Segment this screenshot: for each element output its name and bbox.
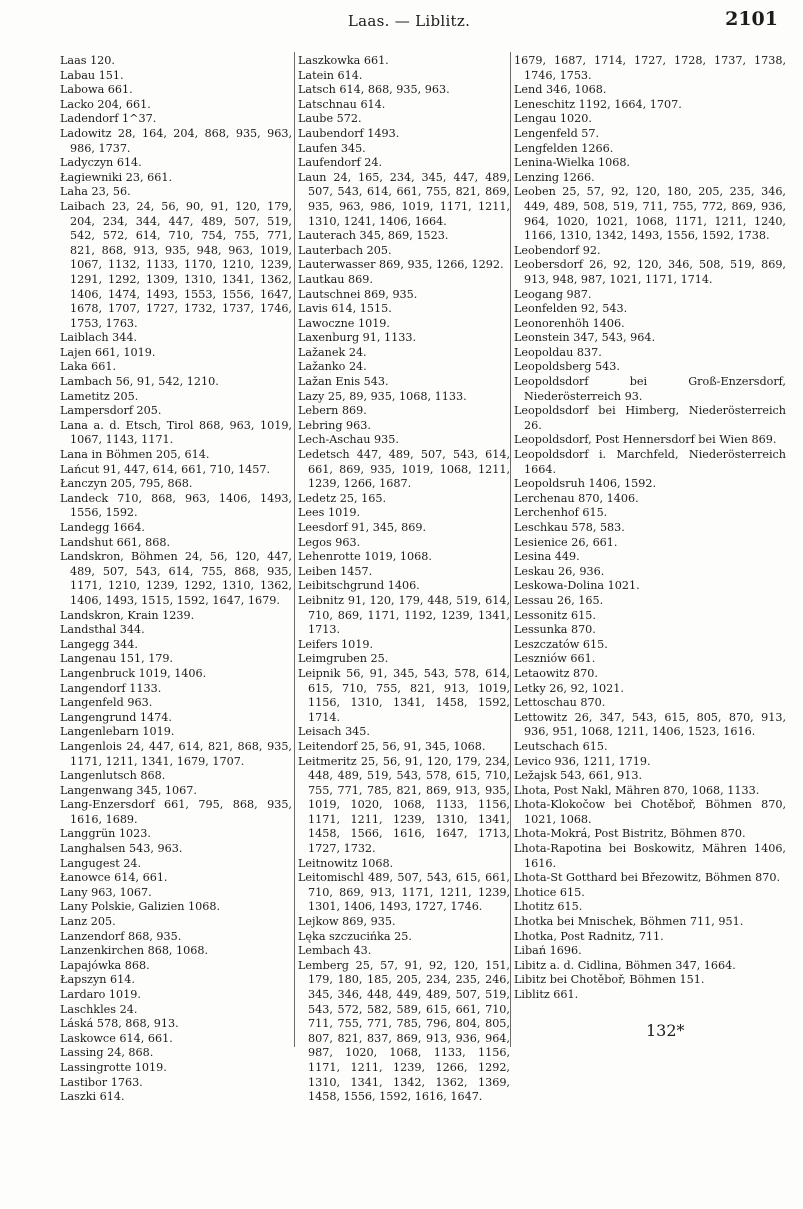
index-entry: Lhotitz 615. bbox=[514, 900, 583, 914]
index-entry: Letaowitz 870. bbox=[514, 666, 598, 680]
index-entry: Łagiewniki 23, 661. bbox=[60, 170, 173, 184]
index-entry: Lessunka 870. bbox=[514, 623, 596, 637]
index-entry: Lažan Enis 543. bbox=[298, 375, 389, 389]
index-entry: Łanczyn 205, 795, 868. bbox=[60, 477, 193, 491]
index-entry: Leutschach 615. bbox=[514, 739, 608, 753]
index-entry: Lassingrotte 1019. bbox=[60, 1060, 167, 1074]
index-entry: Laufendorf 24. bbox=[298, 156, 383, 170]
index-entry: Lauterach 345, 869, 1523. bbox=[298, 229, 449, 243]
index-entry: Laha 23, 56. bbox=[60, 185, 131, 199]
index-entry: Leitendorf 25, 56, 91, 345, 1068. bbox=[298, 739, 486, 753]
index-entry: Lassing 24, 868. bbox=[60, 1046, 154, 1060]
index-entry: Leiben 1457. bbox=[298, 564, 373, 578]
index-entry: Labau 151. bbox=[60, 68, 124, 82]
index-entry: Leibnitz 91, 120, 179, 448, 519, 614, 710, 869, 1171, 1192, 1239, 1341, 1713. bbox=[298, 593, 510, 637]
index-entry: Lavis 614, 1515. bbox=[298, 302, 392, 316]
index-entry: Ledetz 25, 165. bbox=[298, 491, 387, 505]
index-entry: Láská 578, 868, 913. bbox=[60, 1017, 179, 1031]
index-column-left bbox=[60, 54, 292, 1105]
index-entry: Landeck 710, 868, 963, 1406, 1493, 1556, 1592. bbox=[60, 491, 292, 520]
index-entry: Leonfelden 92, 543. bbox=[514, 302, 628, 316]
index-entry: Latschnau 614. bbox=[298, 97, 386, 111]
index-entry: Lhotice 615. bbox=[514, 885, 585, 899]
index-entry: Leskowa-Dolina 1021. bbox=[514, 579, 640, 593]
index-entry: Langegg 344. bbox=[60, 637, 138, 651]
index-entry: Lana in Böhmen 205, 614. bbox=[60, 448, 210, 462]
index-entry: Landskron, Krain 1239. bbox=[60, 608, 195, 622]
index-entry: Lhota-Rapotina bei Boskowitz, Mähren 1406, 1616. bbox=[514, 842, 786, 870]
index-entry: Laun 24, 165, 234, 345, 447, 489, 507, 543, 614, 661, 755, 821, 869, 935, 963, 986, 1019, 1171, 1211, 1310, 1241, 1406, 1664. bbox=[298, 170, 510, 228]
index-entry: Laubendorf 1493. bbox=[298, 126, 400, 140]
index-entry: Langenlebarn 1019. bbox=[60, 725, 175, 739]
index-entry: Lhotka, Post Radnitz, 711. bbox=[514, 929, 664, 943]
index-entry: Lebring 963. bbox=[298, 418, 371, 432]
index-entry: Lautkau 869. bbox=[298, 272, 373, 286]
index-entry: Lana a. d. Etsch, Tirol 868, 963, 1019, 1067, 1143, 1171. bbox=[60, 418, 292, 447]
index-entry: Ležajsk 543, 661, 913. bbox=[514, 769, 643, 783]
index-entry: Laube 572. bbox=[298, 112, 362, 126]
index-entry: Leopoldsdorf, Post Hennersdorf bei Wien 869. bbox=[514, 433, 777, 447]
index-entry: Langenfeld 963. bbox=[60, 696, 153, 710]
sheet-signature: 132* bbox=[646, 1021, 685, 1040]
index-entry: Lhota-Klokočow bei Chotěboř, Böhmen 870, 1021, 1068. bbox=[514, 798, 786, 826]
index-entry: Leobendorf 92. bbox=[514, 243, 601, 257]
index-entry: Langenwang 345, 1067. bbox=[60, 783, 197, 797]
index-entry: Leobersdorf 26, 92, 120, 346, 508, 519, 869, 913, 948, 987, 1021, 1171, 1714. bbox=[514, 258, 786, 286]
index-entry: Leitnowitz 1068. bbox=[298, 856, 394, 870]
index-entry: Landshut 661, 868. bbox=[60, 535, 171, 549]
index-entry: Leibitschgrund 1406. bbox=[298, 579, 420, 593]
index-entry: Lerchenau 870, 1406. bbox=[514, 491, 639, 505]
index-entry: Leszniów 661. bbox=[514, 652, 596, 666]
index-entry: Lessonitz 615. bbox=[514, 608, 596, 622]
index-entry: Lhota-Mokrá, Post Bistritz, Böhmen 870. bbox=[514, 827, 746, 841]
index-entry: Lany 963, 1067. bbox=[60, 885, 152, 899]
index-entry: Langenau 151, 179. bbox=[60, 652, 174, 666]
index-entry: Langendorf 1133. bbox=[60, 681, 162, 695]
index-entry: Letky 26, 92, 1021. bbox=[514, 681, 624, 695]
index-entry: Lanzendorf 868, 935. bbox=[60, 929, 182, 943]
index-entry: Lees 1019. bbox=[298, 506, 360, 520]
index-entry: Lessau 26, 165. bbox=[514, 593, 604, 607]
index-entry: Lazy 25, 89, 935, 1068, 1133. bbox=[298, 389, 467, 403]
index-entry: Leimgruben 25. bbox=[298, 652, 389, 666]
index-entry: Leskau 26, 936. bbox=[514, 564, 605, 578]
index-entry: Lesienice 26, 661. bbox=[514, 535, 618, 549]
index-entry: Lend 346, 1068. bbox=[514, 83, 607, 97]
index-entry: Lengenfeld 57. bbox=[514, 126, 600, 140]
index-entry: Landegg 1664. bbox=[60, 521, 145, 534]
index-entry: Lauterbach 205. bbox=[298, 243, 392, 257]
index-entry: Lametitz 205. bbox=[60, 389, 139, 403]
index-entry: Lanz 205. bbox=[60, 915, 116, 929]
index-entry: Laszki 614. bbox=[60, 1090, 125, 1104]
index-entry: Leopoldsberg 543. bbox=[514, 360, 620, 374]
index-entry: Lardaro 1019. bbox=[60, 988, 141, 1001]
index-entry: Ladendorf 1^37. bbox=[60, 112, 157, 126]
index-entry: Leisach 345. bbox=[298, 725, 370, 739]
index-entry: Langenlois 24, 447, 614, 821, 868, 935, 1171, 1211, 1341, 1679, 1707. bbox=[60, 739, 292, 768]
index-column-right bbox=[514, 54, 786, 1003]
index-entry: Ledetsch 447, 489, 507, 543, 614, 661, 869, 935, 1019, 1068, 1211, 1239, 1266, 1687. bbox=[298, 448, 510, 491]
index-entry: Leogang 987. bbox=[514, 287, 592, 301]
index-entry: Lenina-Wielka 1068. bbox=[514, 156, 630, 170]
index-entry: Leifers 1019. bbox=[298, 637, 374, 651]
index-entry: Lampersdorf 205. bbox=[60, 404, 162, 418]
index-entry: Lęka szczucińka 25. bbox=[298, 929, 412, 943]
index-entry: Latein 614. bbox=[298, 68, 363, 82]
index-entry: Lerchenhof 615. bbox=[514, 506, 608, 520]
index-entry: Lanzenkirchen 868, 1068. bbox=[60, 944, 209, 958]
index-entry: Libań 1696. bbox=[514, 944, 582, 958]
index-entry: Langengrund 1474. bbox=[60, 710, 172, 724]
index-entry: Laiblach 344. bbox=[60, 331, 138, 345]
index-entry: Langenbruck 1019, 1406. bbox=[60, 666, 207, 680]
index-entry: Lengau 1020. bbox=[514, 112, 592, 126]
index-entry: Lemberg 25, 57, 91, 92, 120, 151, 179, 180, 185, 205, 234, 235, 246, 345, 346, 448, 449, 489, 507, 519, 543, 572, 582, 589, 615, 661, 710, 711, 755, 771, 785, 796, 804, 805, 807, 821, 837, 869, 913, 936, 964, 987, 1020, 1068, 1133, 1156, 1171, 1211, 1239, 1266, 1292, 1310, 1341, 1342, 1362, 1369, 1458, 1556, 1592, 1616, 1647. bbox=[298, 958, 510, 1104]
index-entry: Laibach 23, 24, 56, 90, 91, 120, 179, 204, 234, 344, 447, 489, 507, 519, 542, 572, 614, 710, 754, 755, 771, 821, 868, 913, 935, 948, 963, 1019, 1067, 1132, 1133, 1170, 1210, 1239, 1291, 1292, 1309, 1310, 1341, 1362, 1406, 1474, 1493, 1553, 1556, 1647, 1678, 1707, 1727, 1732, 1737, 1746, 1753, 1763. bbox=[60, 199, 292, 330]
index-entry: Liblitz 661. bbox=[514, 988, 579, 1001]
index-entry: Lautschnei 869, 935. bbox=[298, 287, 418, 301]
index-entry: Lehenrotte 1019, 1068. bbox=[298, 550, 432, 564]
index-entry: Langhalsen 543, 963. bbox=[60, 842, 183, 856]
index-column-middle bbox=[298, 54, 510, 1105]
index-entry: Libitz a. d. Cidlina, Böhmen 347, 1664. bbox=[514, 958, 736, 972]
index-entry: Langugest 24. bbox=[60, 856, 142, 870]
page-title: Laas. — Liblitz. bbox=[347, 12, 471, 30]
index-entry: Laschkles 24. bbox=[60, 1002, 138, 1016]
index-entry: Lapajówka 868. bbox=[60, 958, 150, 972]
index-entry: Lejkow 869, 935. bbox=[298, 915, 396, 929]
index-entry: Lang-Enzersdorf 661, 795, 868, 935, 1616, 1689. bbox=[60, 798, 292, 826]
index-entry: Laszkowka 661. bbox=[298, 54, 389, 67]
index-entry: Leopoldau 837. bbox=[514, 345, 602, 359]
index-entry: Lebern 869. bbox=[298, 404, 367, 418]
index-entry: Lajen 661, 1019. bbox=[60, 345, 156, 359]
index-entry: Lauterwasser 869, 935, 1266, 1292. bbox=[298, 258, 504, 272]
index-entry: Ladowitz 28, 164, 204, 868, 935, 963, 986, 1737. bbox=[60, 126, 292, 155]
index-entry: Landskron, Böhmen 24, 56, 120, 447, 489, 507, 543, 614, 755, 868, 935, 1171, 1210, 1239, 1292, 1310, 1362, 1406, 1493, 1515, 1592, 1647, 1679. bbox=[60, 550, 292, 607]
index-entry: Lhotka bei Mnischek, Böhmen 711, 951. bbox=[514, 915, 744, 929]
index-entry: Laas 120. bbox=[60, 54, 115, 67]
column-divider bbox=[294, 52, 295, 1047]
index-entry: Leipnik 56, 91, 345, 543, 578, 614, 615, 710, 755, 821, 913, 1019, 1156, 1310, 1341, 1458, 1592, 1714. bbox=[298, 666, 510, 724]
index-entry: Łapszyn 614. bbox=[60, 973, 135, 987]
index-entry: Ladyczyn 614. bbox=[60, 156, 142, 170]
index-entry: Laskowce 614, 661. bbox=[60, 1031, 173, 1045]
index-entry: Lažanko 24. bbox=[298, 360, 367, 374]
index-entry: Lacko 204, 661. bbox=[60, 97, 151, 111]
index-entry: Leopoldsruh 1406, 1592. bbox=[514, 477, 657, 491]
index-entry: Lengfelden 1266. bbox=[514, 141, 614, 155]
index-entry: Lesina 449. bbox=[514, 550, 580, 564]
index-entry: Labowa 661. bbox=[60, 83, 133, 97]
index-entry: Leonorenhöh 1406. bbox=[514, 316, 625, 330]
index-entry: Lany Polskie, Galizien 1068. bbox=[60, 900, 221, 914]
index-entry: Laufen 345. bbox=[298, 141, 366, 155]
index-entry: Latsch 614, 868, 935, 963. bbox=[298, 83, 450, 97]
index-entry: Lenzing 1266. bbox=[514, 170, 595, 184]
index-entry: 1679, 1687, 1714, 1727, 1728, 1737, 1738, 1746, 1753. bbox=[514, 54, 786, 82]
index-entry: Leschkau 578, 583. bbox=[514, 521, 625, 534]
index-entry: Lech-Aschau 935. bbox=[298, 433, 399, 447]
index-entry: Leitomischl 489, 507, 543, 615, 661, 710, 869, 913, 1171, 1211, 1239, 1301, 1406, 1493, 1727, 1746. bbox=[298, 871, 510, 914]
index-entry: Levico 936, 1211, 1719. bbox=[514, 754, 651, 768]
index-entry: Leonstein 347, 543, 964. bbox=[514, 331, 656, 345]
index-entry: Landsthal 344. bbox=[60, 623, 145, 637]
index-entry: Lhota, Post Nakl, Mähren 870, 1068, 1133. bbox=[514, 783, 760, 797]
index-entry: Lažanek 24. bbox=[298, 345, 367, 359]
index-entry: Leszczatów 615. bbox=[514, 637, 608, 651]
index-entry: Lawoczne 1019. bbox=[298, 316, 390, 330]
index-entry: Leopoldsdorf i. Marchfeld, Niederösterreich 1664. bbox=[514, 448, 786, 476]
index-entry: Lhota-St Gotthard bei Březowitz, Böhmen 870. bbox=[514, 871, 781, 885]
index-entry: Libitz bei Chotěboř, Böhmen 151. bbox=[514, 973, 705, 987]
index-entry: Leitmeritz 25, 56, 91, 120, 179, 234, 448, 489, 519, 543, 578, 615, 710, 755, 771, 785, 821, 869, 913, 935, 1019, 1020, 1068, 1133, 1156, 1171, 1211, 1239, 1310, 1341, 1458, 1566, 1616, 1647, 1713, 1727, 1732. bbox=[298, 754, 510, 856]
index-entry: Lettowitz 26, 347, 543, 615, 805, 870, 913, 936, 951, 1068, 1211, 1406, 1523, 1616. bbox=[514, 710, 786, 739]
index-entry: Langgrün 1023. bbox=[60, 827, 151, 841]
index-entry: Langenlutsch 868. bbox=[60, 769, 166, 783]
index-entry: Lastibor 1763. bbox=[60, 1075, 143, 1089]
index-entry: Laka 661. bbox=[60, 360, 117, 374]
index-entry: Lańcut 91, 447, 614, 661, 710, 1457. bbox=[60, 462, 271, 476]
index-entry: Lambach 56, 91, 542, 1210. bbox=[60, 375, 219, 389]
index-entry: Lembach 43. bbox=[298, 944, 372, 958]
page-number: 2101 bbox=[725, 8, 778, 30]
index-entry: Lettoschau 870. bbox=[514, 696, 606, 710]
index-entry: Leesdorf 91, 345, 869. bbox=[298, 521, 427, 534]
index-entry: Legos 963. bbox=[298, 535, 361, 549]
index-entry: Leopoldsdorf bei Groß-Enzersdorf, Niederösterreich 93. bbox=[514, 375, 786, 403]
index-entry: Laxenburg 91, 1133. bbox=[298, 331, 417, 345]
running-head bbox=[40, 8, 778, 36]
index-entry: Leneschitz 1192, 1664, 1707. bbox=[514, 97, 682, 111]
index-entry: Leoben 25, 57, 92, 120, 180, 205, 235, 346, 449, 489, 508, 519, 711, 755, 772, 869, 936, 964, 1020, 1021, 1068, 1171, 1211, 1240, 1166, 1310, 1342, 1493, 1556, 1592, 1738. bbox=[514, 185, 786, 243]
column-divider bbox=[510, 52, 511, 1047]
index-entry: Łanowce 614, 661. bbox=[60, 871, 168, 885]
index-entry: Leopoldsdorf bei Himberg, Niederösterreich 26. bbox=[514, 404, 786, 432]
